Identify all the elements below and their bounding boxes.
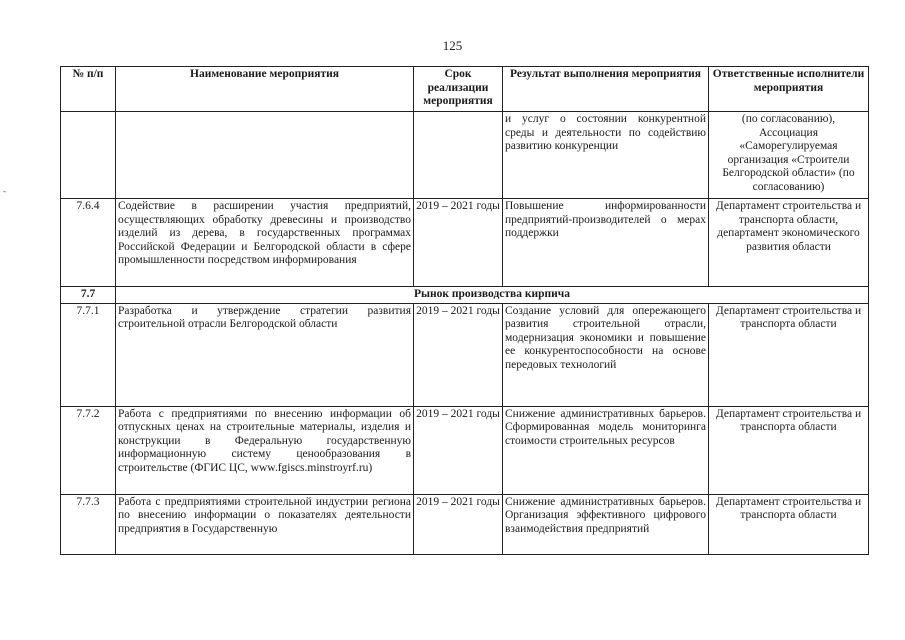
measures-table [60,66,869,555]
table-row [61,303,869,406]
row-responsible: Департамент строительства и транспорта области [709,406,869,494]
section-title: Рынок производства кирпича [116,287,869,304]
row-result: Снижение административных барьеров. Организация эффективного цифрового взаимодействия предприятий [503,494,709,554]
row-result: Создание условий для опережающего развития строительной отрасли, модернизация экономики и повышение ее конкурентоспособности на основе передовых технологий [503,303,709,406]
row-responsible: (по согласованию), Ассоциация «Саморегулируемая организация «Строители Белгородской области» (по согласованию) [709,112,869,199]
row-term [414,112,503,199]
page-number: 125 [442,38,463,53]
row-num: 7.7.1 [61,303,116,406]
table-row [61,406,869,494]
row-name: Работа с предприятиями строительной индустрии региона по внесению информации о показателях деятельности предприятия в Государственную [116,494,414,554]
row-term: 2019 – 2021 годы [414,199,503,287]
header-result: Результат выполнения мероприятия [503,67,709,112]
header-num: № п/п [61,67,116,112]
header-term: Срок реализации мероприятия [414,67,503,112]
header-responsible: Ответственные исполнители мероприятия [709,67,869,112]
table-row [61,494,869,554]
row-term: 2019 – 2021 годы [414,303,503,406]
row-result: Повышение информированности предприятий-производителей о мерах поддержки [503,199,709,287]
row-name [116,112,414,199]
table-header-row [61,67,869,112]
row-responsible: Департамент строительства и транспорта области [709,303,869,406]
row-name: Содействие в расширении участия предприятий, осуществляющих обработку древесины и производство изделий из дерева, в государственных программах Российской Федерации и Белгородской области в сфере промышленности посредством информирования [116,199,414,287]
row-num: 7.7.2 [61,406,116,494]
section-row [61,287,869,304]
row-name: Разработка и утверждение стратегии развития строительной отрасли Белгородской области [116,303,414,406]
row-result: Снижение административных барьеров. Сформированная модель мониторинга стоимости строительных ресурсов [503,406,709,494]
row-responsible: Департамент строительства и транспорта области [709,494,869,554]
row-responsible: Департамент строительства и транспорта области, департамент экономического развития области [709,199,869,287]
row-num: 7.7.3 [61,494,116,554]
row-name: Работа с предприятиями по внесению информации об отпускных ценах на строительные материалы, изделия и конструкции в Федеральную государственную информационную систему ценообразования в строительстве (ФГИС ЦС, www.fgiscs.minstroyrf.ru) [116,406,414,494]
section-num: 7.7 [61,287,116,304]
row-num [61,112,116,199]
header-name: Наименование мероприятия [116,67,414,112]
margin-mark: - [3,186,6,196]
row-num: 7.6.4 [61,199,116,287]
row-term: 2019 – 2021 годы [414,406,503,494]
table-row [61,112,869,199]
row-term: 2019 – 2021 годы [414,494,503,554]
row-result: и услуг о состоянии конкурентной среды и деятельности по содействию развитию конкуренции [503,112,709,199]
table-row [61,199,869,287]
